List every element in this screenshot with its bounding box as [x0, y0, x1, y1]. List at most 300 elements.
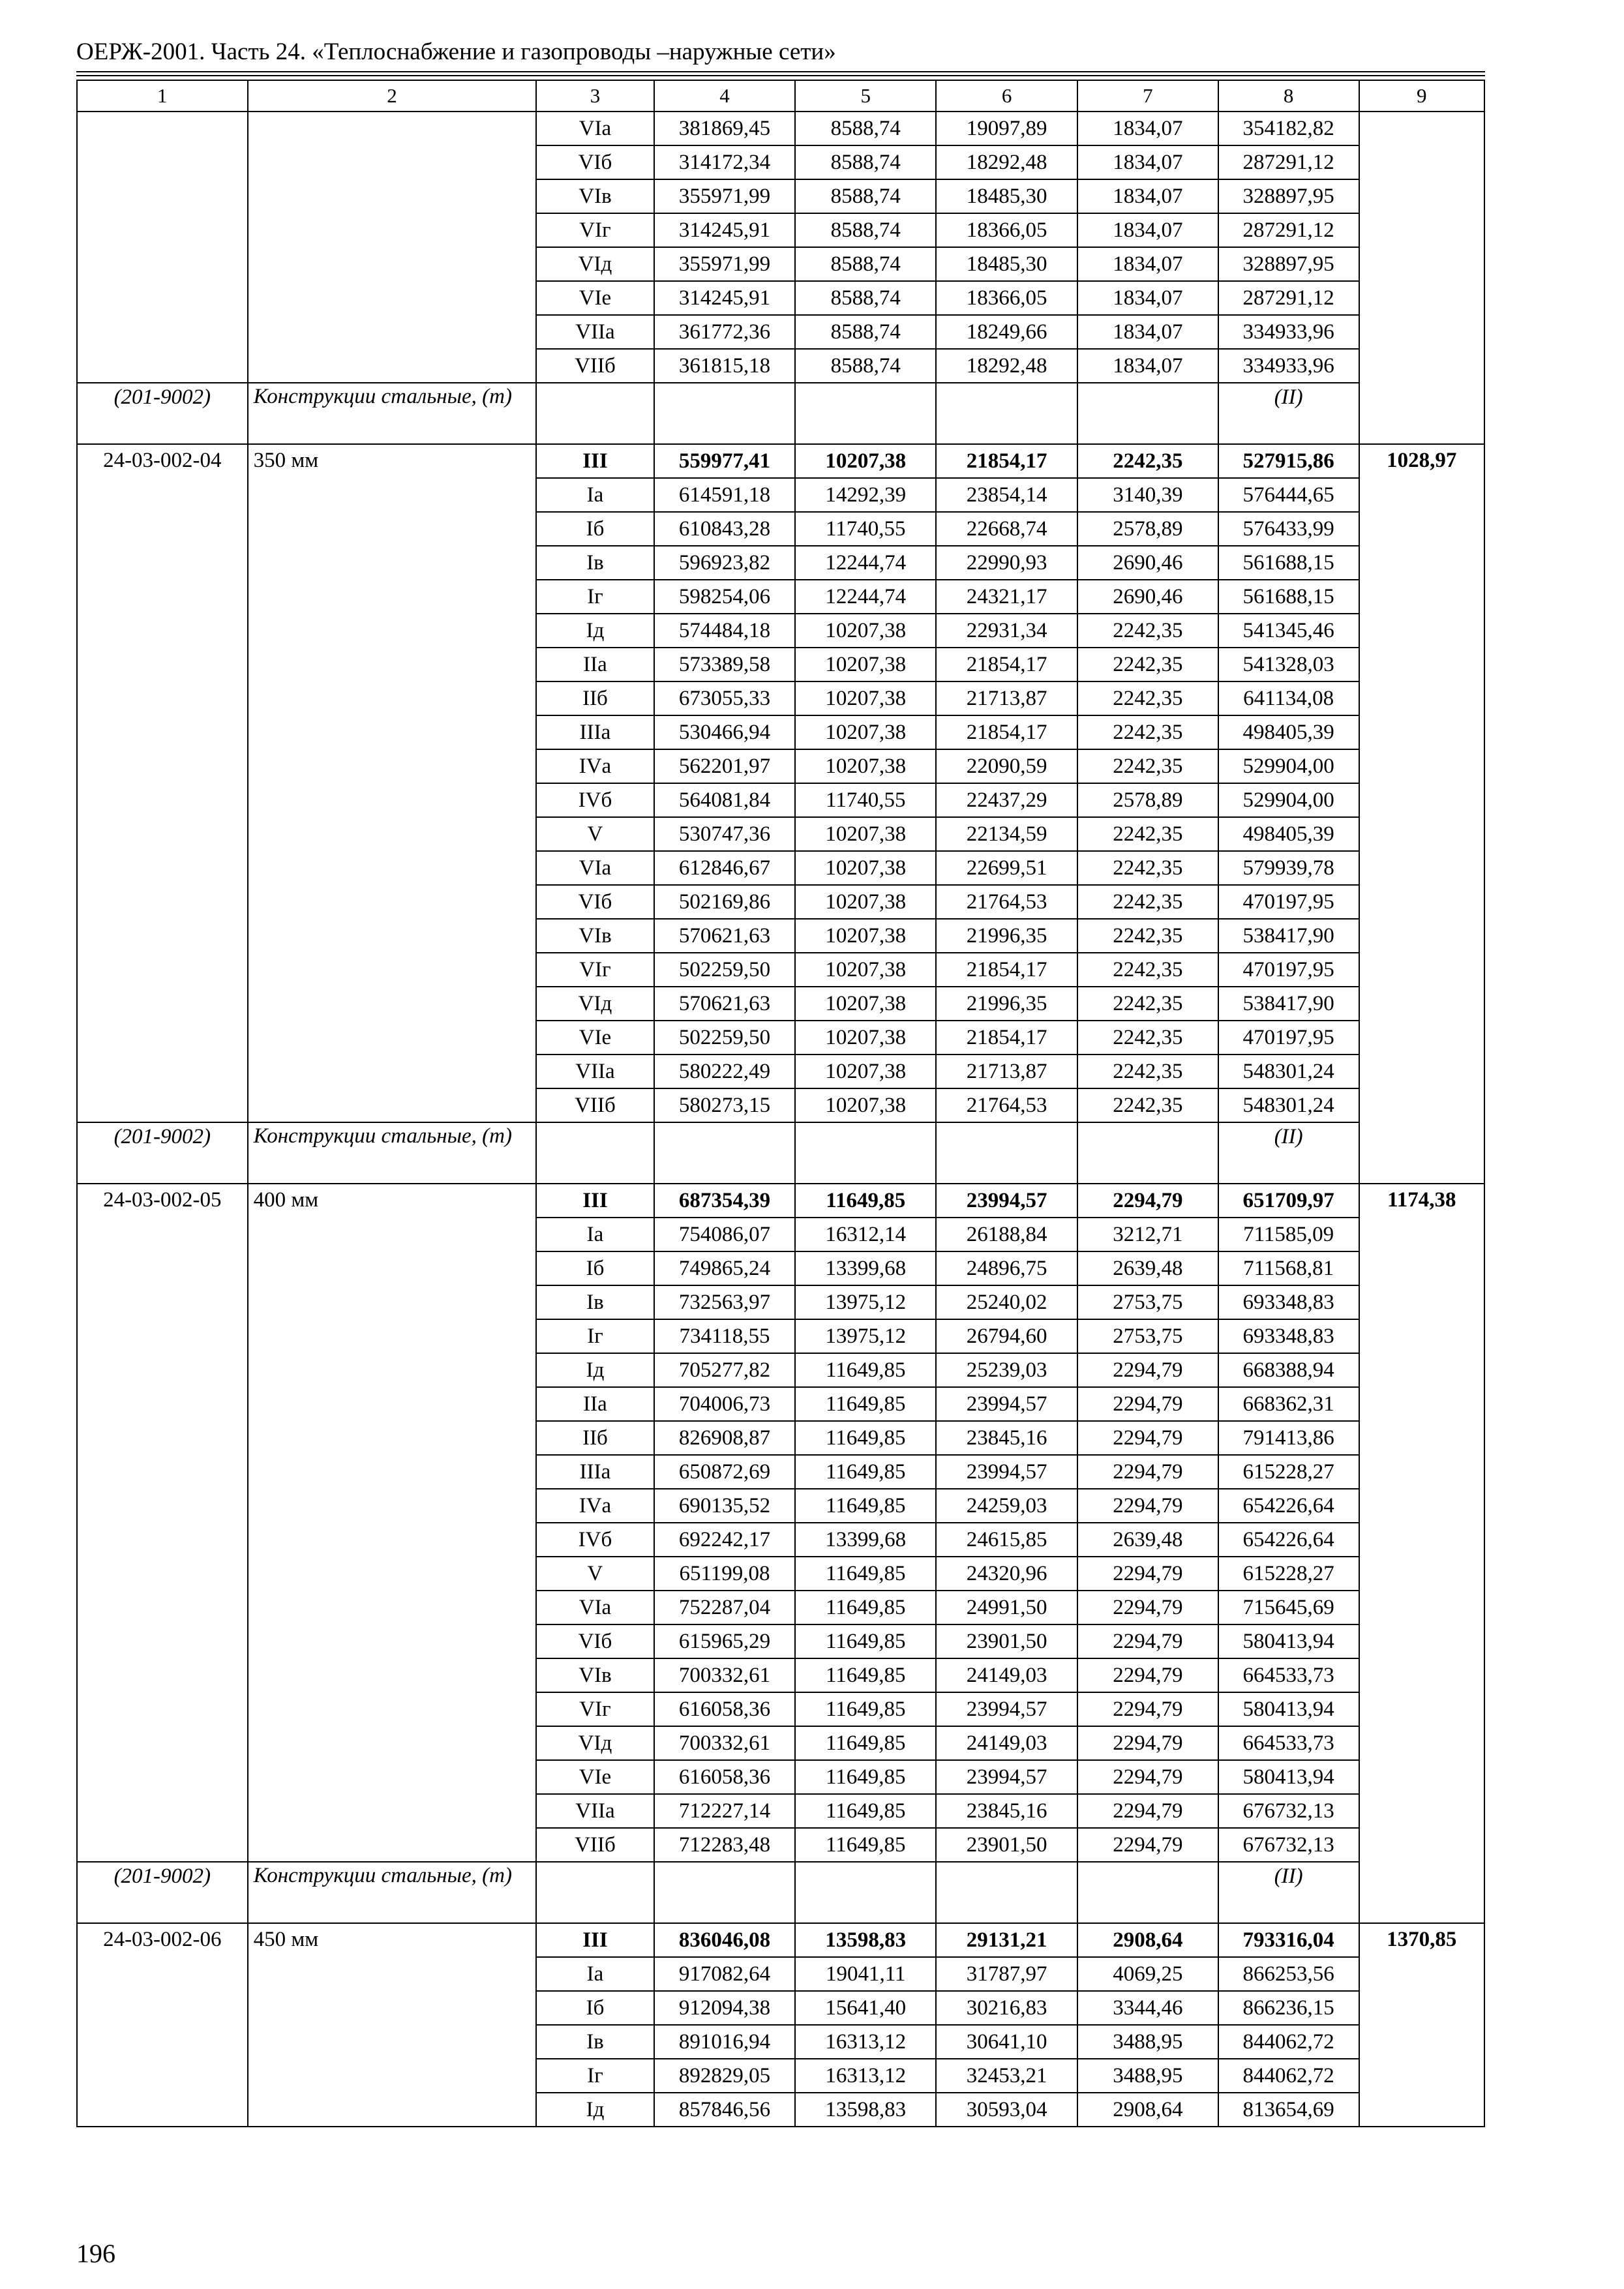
section-1-row-col4: 614591,18 [654, 478, 796, 512]
section-2-row-col5: 13975,12 [795, 1285, 936, 1319]
section-1-row-col4: 570621,63 [654, 987, 796, 1021]
section-1-note-empty-4 [654, 1122, 796, 1184]
section-2-row-col7: 2294,79 [1077, 1489, 1218, 1523]
section-2-row-col3: VIд [536, 1726, 654, 1760]
section-2-row-col3: IIб [536, 1421, 654, 1455]
section-2-note-empty-3 [536, 1862, 654, 1923]
section-2-row-col6: 25239,03 [936, 1353, 1077, 1387]
continued-row-col3: VIв [536, 179, 654, 213]
table-row [77, 444, 1484, 478]
section-2-note-empty-6 [936, 1862, 1077, 1923]
resource-note-row [77, 383, 1484, 444]
section-2-row-col3: Iг [536, 1319, 654, 1353]
section-1-row-col4: 612846,67 [654, 851, 796, 885]
section-2-row-col7: 2294,79 [1077, 1387, 1218, 1421]
section-2-row-col3: Iб [536, 1251, 654, 1285]
section-2-row-col3: VIIб [536, 1828, 654, 1862]
section-2-row-col4: 754086,07 [654, 1218, 796, 1251]
section-2-row-col7: 2294,79 [1077, 1760, 1218, 1794]
section-1-row-col8: 548301,24 [1218, 1055, 1359, 1088]
continued-note-mark: (II) [1218, 383, 1359, 444]
continued-row-col4: 355971,99 [654, 179, 796, 213]
section-2-row-col8: 693348,83 [1218, 1319, 1359, 1353]
section-3-row-col6: 30641,10 [936, 2025, 1077, 2059]
column-number-5: 5 [795, 80, 936, 112]
continued-row-col7: 1834,07 [1077, 112, 1218, 145]
section-1-col9: 1028,97 [1359, 444, 1484, 1184]
section-2-row-col5: 13399,68 [795, 1523, 936, 1557]
section-3-row-col6: 32453,21 [936, 2059, 1077, 2093]
section-1-row-col3: Iа [536, 478, 654, 512]
section-2-size-cell [248, 1184, 537, 1862]
section-2-note-code: (201-9002) [77, 1862, 248, 1923]
section-2-row-col4: 650872,69 [654, 1455, 796, 1489]
section-3-col9: 1370,85 [1359, 1923, 1484, 2127]
section-3-row-col7: 4069,25 [1077, 1957, 1218, 1991]
section-1-row-col8: 541328,03 [1218, 648, 1359, 681]
continued-row-col3: VIIб [536, 349, 654, 383]
section-2-row-col8: 664533,73 [1218, 1726, 1359, 1760]
column-number-7: 7 [1077, 80, 1218, 112]
section-2-row-col7: 2294,79 [1077, 1624, 1218, 1658]
section-1-row-col5: 14292,39 [795, 478, 936, 512]
section-1-row-col8: 576444,65 [1218, 478, 1359, 512]
continued-row-col6: 18485,30 [936, 247, 1077, 281]
section-1-row-col7: 2242,35 [1077, 953, 1218, 987]
section-1-row-col8: 470197,95 [1218, 885, 1359, 919]
continued-row-col7: 1834,07 [1077, 213, 1218, 247]
section-1-main-col3: III [536, 444, 654, 478]
continued-row-col4: 314245,91 [654, 281, 796, 315]
section-3-row-col6: 31787,97 [936, 1957, 1077, 1991]
section-2-row-col6: 23845,16 [936, 1421, 1077, 1455]
continued-size-cell [248, 112, 537, 383]
section-2-row-col8: 711585,09 [1218, 1218, 1359, 1251]
section-1-size-cell [248, 444, 537, 1122]
section-3-row-col4: 912094,38 [654, 1991, 796, 2025]
continued-col9 [1359, 112, 1484, 444]
section-2-row-col6: 26794,60 [936, 1319, 1077, 1353]
section-2-row-col3: VIв [536, 1658, 654, 1692]
section-1-row-col8: 548301,24 [1218, 1088, 1359, 1122]
section-1-row-col8: 576433,99 [1218, 512, 1359, 546]
section-1-row-col6: 21854,17 [936, 648, 1077, 681]
continued-row-col5: 8588,74 [795, 213, 936, 247]
section-2-main-col5: 11649,85 [795, 1184, 936, 1218]
section-1-code-cell [77, 444, 248, 1122]
section-2-row-col4: 692242,17 [654, 1523, 796, 1557]
continued-row-col6: 18292,48 [936, 145, 1077, 179]
section-3-row-col6: 30593,04 [936, 2093, 1077, 2127]
section-1-row-col7: 2578,89 [1077, 512, 1218, 546]
section-3-code-cell [77, 1923, 248, 2127]
section-2-note-mark: (II) [1218, 1862, 1359, 1923]
column-number-2: 2 [248, 80, 537, 112]
section-1-row-col5: 11740,55 [795, 783, 936, 817]
section-1-note-text: Конструкции стальные, (т) [248, 1122, 537, 1184]
section-1-row-col7: 2242,35 [1077, 919, 1218, 953]
section-2-row-col8: 668362,31 [1218, 1387, 1359, 1421]
section-1-row-col3: VIа [536, 851, 654, 885]
section-1-main-col4: 559977,41 [654, 444, 796, 478]
section-2-row-col3: Iв [536, 1285, 654, 1319]
column-numbers-row [77, 80, 1484, 112]
section-3-main-col8: 793316,04 [1218, 1923, 1359, 1957]
section-1-row-col5: 12244,74 [795, 580, 936, 614]
continued-note-text: Конструкции стальные, (т) [248, 383, 537, 444]
section-2-row-col7: 2294,79 [1077, 1455, 1218, 1489]
section-2-row-col4: 732563,97 [654, 1285, 796, 1319]
section-3-row-col3: Iг [536, 2059, 654, 2093]
header-rule-bottom [76, 75, 1485, 76]
section-3-row-col3: Iа [536, 1957, 654, 1991]
continued-row-col4: 381869,45 [654, 112, 796, 145]
continued-row-col4: 314245,91 [654, 213, 796, 247]
section-2-row-col8: 580413,94 [1218, 1760, 1359, 1794]
table-row [77, 1184, 1484, 1218]
section-2-note-empty-4 [654, 1862, 796, 1923]
section-1-main-col5: 10207,38 [795, 444, 936, 478]
section-3-row-col8: 866253,56 [1218, 1957, 1359, 1991]
section-1-row-col5: 10207,38 [795, 681, 936, 715]
section-1-main-col6: 21854,17 [936, 444, 1077, 478]
section-2-row-col5: 11649,85 [795, 1726, 936, 1760]
resource-note-row [77, 1862, 1484, 1923]
column-number-3: 3 [536, 80, 654, 112]
section-2-row-col6: 24259,03 [936, 1489, 1077, 1523]
section-1-row-col4: 564081,84 [654, 783, 796, 817]
section-2-row-col3: Iд [536, 1353, 654, 1387]
continued-row-col6: 18292,48 [936, 349, 1077, 383]
section-2-row-col7: 2753,75 [1077, 1285, 1218, 1319]
section-2-row-col5: 11649,85 [795, 1421, 936, 1455]
continued-row-col8: 287291,12 [1218, 281, 1359, 315]
section-1-row-col3: IVб [536, 783, 654, 817]
section-1-row-col7: 2242,35 [1077, 715, 1218, 749]
continued-row-col6: 18366,05 [936, 213, 1077, 247]
section-2-col9: 1174,38 [1359, 1184, 1484, 1923]
continued-row-col3: VIб [536, 145, 654, 179]
table-row [77, 112, 1484, 145]
continued-row-col7: 1834,07 [1077, 281, 1218, 315]
continued-row-col6: 18366,05 [936, 281, 1077, 315]
section-2-row-col5: 11649,85 [795, 1760, 936, 1794]
section-1-row-col4: 673055,33 [654, 681, 796, 715]
section-1-row-col7: 2690,46 [1077, 580, 1218, 614]
page-header-title: ОЕРЖ-2001. Часть 24. «Теплоснабжение и газопроводы –наружные сети» [76, 38, 836, 65]
section-1-row-col3: Iд [536, 614, 654, 648]
continued-row-col4: 314172,34 [654, 145, 796, 179]
section-1-row-col7: 2242,35 [1077, 1088, 1218, 1122]
section-2-row-col5: 13975,12 [795, 1319, 936, 1353]
section-1-row-col5: 10207,38 [795, 885, 936, 919]
section-3-main-col3: III [536, 1923, 654, 1957]
section-1-row-col8: 541345,46 [1218, 614, 1359, 648]
section-2-row-col5: 11649,85 [795, 1387, 936, 1421]
continued-row-col5: 8588,74 [795, 145, 936, 179]
section-2-row-col3: VIIа [536, 1794, 654, 1828]
section-2-row-col5: 11649,85 [795, 1557, 936, 1591]
section-2-row-col8: 668388,94 [1218, 1353, 1359, 1387]
section-1-note-empty-6 [936, 1122, 1077, 1184]
section-1-row-col6: 21854,17 [936, 715, 1077, 749]
section-2-note-empty-7 [1077, 1862, 1218, 1923]
section-2-row-col7: 2753,75 [1077, 1319, 1218, 1353]
section-1-row-col7: 2242,35 [1077, 851, 1218, 885]
section-1-main-col7: 2242,35 [1077, 444, 1218, 478]
section-2-row-col4: 712227,14 [654, 1794, 796, 1828]
section-2-row-col7: 2639,48 [1077, 1251, 1218, 1285]
continued-note-empty-5 [795, 383, 936, 444]
table-row [77, 1923, 1484, 1957]
section-3-row-col4: 917082,64 [654, 1957, 796, 1991]
section-1-row-col5: 10207,38 [795, 749, 936, 783]
section-3-main-col5: 13598,83 [795, 1923, 936, 1957]
section-2-row-col7: 2294,79 [1077, 1591, 1218, 1624]
continued-row-col4: 361815,18 [654, 349, 796, 383]
section-1-row-col7: 2242,35 [1077, 1021, 1218, 1055]
section-1-row-col4: 580222,49 [654, 1055, 796, 1088]
section-2-row-col8: 580413,94 [1218, 1624, 1359, 1658]
section-2-row-col5: 11649,85 [795, 1591, 936, 1624]
section-1-row-col8: 498405,39 [1218, 715, 1359, 749]
section-1-main-col8: 527915,86 [1218, 444, 1359, 478]
section-1-row-col3: Iв [536, 546, 654, 580]
section-2-row-col6: 23994,57 [936, 1692, 1077, 1726]
section-2-code-cell [77, 1184, 248, 1862]
section-2-row-col4: 700332,61 [654, 1658, 796, 1692]
section-1-row-col3: VIв [536, 919, 654, 953]
continued-row-col3: VIа [536, 112, 654, 145]
section-2-row-col3: IVа [536, 1489, 654, 1523]
section-2-row-col6: 24991,50 [936, 1591, 1077, 1624]
section-2-row-col3: IVб [536, 1523, 654, 1557]
section-2-row-col8: 654226,64 [1218, 1523, 1359, 1557]
section-1-row-col3: VIб [536, 885, 654, 919]
continued-row-col6: 19097,89 [936, 112, 1077, 145]
continued-row-col5: 8588,74 [795, 112, 936, 145]
section-2-row-col7: 3212,71 [1077, 1218, 1218, 1251]
section-1-row-col6: 21764,53 [936, 1088, 1077, 1122]
section-3-row-col8: 813654,69 [1218, 2093, 1359, 2127]
section-1-row-col7: 2578,89 [1077, 783, 1218, 817]
section-2-row-col7: 2294,79 [1077, 1726, 1218, 1760]
section-2-row-col3: V [536, 1557, 654, 1591]
section-1-row-col5: 11740,55 [795, 512, 936, 546]
section-1-row-col7: 2242,35 [1077, 885, 1218, 919]
continued-row-col7: 1834,07 [1077, 145, 1218, 179]
section-1-row-col6: 22699,51 [936, 851, 1077, 885]
section-2-row-col6: 23994,57 [936, 1455, 1077, 1489]
continued-code-cell [77, 112, 248, 383]
section-2-row-col7: 2294,79 [1077, 1794, 1218, 1828]
section-1-row-col7: 2242,35 [1077, 648, 1218, 681]
section-1-row-col5: 10207,38 [795, 648, 936, 681]
section-2-row-col4: 700332,61 [654, 1726, 796, 1760]
section-2-row-col5: 13399,68 [795, 1251, 936, 1285]
section-2-row-col6: 25240,02 [936, 1285, 1077, 1319]
section-1-row-col4: 530747,36 [654, 817, 796, 851]
section-2-row-col7: 2294,79 [1077, 1353, 1218, 1387]
continued-row-col8: 334933,96 [1218, 315, 1359, 349]
section-1-row-col6: 21996,35 [936, 919, 1077, 953]
section-2-row-col6: 24149,03 [936, 1658, 1077, 1692]
section-2-row-col8: 711568,81 [1218, 1251, 1359, 1285]
section-2-row-col7: 2294,79 [1077, 1658, 1218, 1692]
continued-note-empty-4 [654, 383, 796, 444]
section-1-row-col4: 596923,82 [654, 546, 796, 580]
section-1-row-col4: 502259,50 [654, 953, 796, 987]
section-2-row-col6: 26188,84 [936, 1218, 1077, 1251]
section-1-row-col7: 2242,35 [1077, 1055, 1218, 1088]
continued-row-col8: 287291,12 [1218, 145, 1359, 179]
section-3-row-col7: 3488,95 [1077, 2025, 1218, 2059]
section-1-row-col3: VIд [536, 987, 654, 1021]
section-2-row-col3: VIб [536, 1624, 654, 1658]
continued-row-col8: 354182,82 [1218, 112, 1359, 145]
continued-row-col7: 1834,07 [1077, 315, 1218, 349]
continued-note-empty-6 [936, 383, 1077, 444]
section-3-main-col4: 836046,08 [654, 1923, 796, 1957]
section-1-row-col4: 598254,06 [654, 580, 796, 614]
section-2-row-col7: 2294,79 [1077, 1828, 1218, 1862]
section-3-row-col3: Iб [536, 1991, 654, 2025]
section-1-row-col6: 22134,59 [936, 817, 1077, 851]
section-3-row-col4: 857846,56 [654, 2093, 796, 2127]
section-1-row-col5: 10207,38 [795, 1055, 936, 1088]
section-2-row-col4: 712283,48 [654, 1828, 796, 1862]
section-3-size-cell [248, 1923, 537, 2127]
section-1-row-col5: 10207,38 [795, 1088, 936, 1122]
section-1-row-col5: 10207,38 [795, 1021, 936, 1055]
section-2-row-col4: 704006,73 [654, 1387, 796, 1421]
continued-row-col5: 8588,74 [795, 315, 936, 349]
section-2-row-col5: 11649,85 [795, 1794, 936, 1828]
section-2-row-col6: 24615,85 [936, 1523, 1077, 1557]
continued-row-col8: 328897,95 [1218, 179, 1359, 213]
section-1-row-col3: V [536, 817, 654, 851]
section-2-main-col7: 2294,79 [1077, 1184, 1218, 1218]
continued-row-col7: 1834,07 [1077, 247, 1218, 281]
section-3-row-col5: 13598,83 [795, 2093, 936, 2127]
section-1-row-col3: VIе [536, 1021, 654, 1055]
section-3-row-col4: 892829,05 [654, 2059, 796, 2093]
section-3-row-col3: Iв [536, 2025, 654, 2059]
section-1-row-col6: 23854,14 [936, 478, 1077, 512]
continued-row-col7: 1834,07 [1077, 349, 1218, 383]
section-3-row-col8: 866236,15 [1218, 1991, 1359, 2025]
column-number-4: 4 [654, 80, 796, 112]
section-2-main-col8: 651709,97 [1218, 1184, 1359, 1218]
section-1-note-code: (201-9002) [77, 1122, 248, 1184]
section-1-row-col5: 10207,38 [795, 817, 936, 851]
section-3-row-col8: 844062,72 [1218, 2025, 1359, 2059]
section-3-row-col3: Iд [536, 2093, 654, 2127]
section-1-row-col5: 10207,38 [795, 851, 936, 885]
section-2-main-col3: III [536, 1184, 654, 1218]
section-1-row-col6: 24321,17 [936, 580, 1077, 614]
section-2-row-col4: 616058,36 [654, 1692, 796, 1726]
continued-row-col3: VIд [536, 247, 654, 281]
section-1-row-col8: 538417,90 [1218, 919, 1359, 953]
section-2-row-col8: 791413,86 [1218, 1421, 1359, 1455]
section-3-main-col6: 29131,21 [936, 1923, 1077, 1957]
section-1-row-col5: 10207,38 [795, 919, 936, 953]
section-1-row-col6: 21764,53 [936, 885, 1077, 919]
continued-row-col5: 8588,74 [795, 281, 936, 315]
section-2-row-col8: 676732,13 [1218, 1828, 1359, 1862]
section-1-row-col7: 2242,35 [1077, 817, 1218, 851]
section-1-row-col8: 529904,00 [1218, 783, 1359, 817]
section-2-row-col7: 2294,79 [1077, 1421, 1218, 1455]
section-1-row-col6: 22090,59 [936, 749, 1077, 783]
section-1-row-col6: 21713,87 [936, 1055, 1077, 1088]
section-1-row-col8: 529904,00 [1218, 749, 1359, 783]
section-2-row-col8: 676732,13 [1218, 1794, 1359, 1828]
section-1-row-col3: IIб [536, 681, 654, 715]
section-2-row-col8: 693348,83 [1218, 1285, 1359, 1319]
section-1-row-col4: 573389,58 [654, 648, 796, 681]
section-2-row-col4: 826908,87 [654, 1421, 796, 1455]
section-2-main-col4: 687354,39 [654, 1184, 796, 1218]
section-1-row-col6: 22437,29 [936, 783, 1077, 817]
section-3-row-col7: 3488,95 [1077, 2059, 1218, 2093]
section-1-row-col3: VIIа [536, 1055, 654, 1088]
section-2-row-col4: 734118,55 [654, 1319, 796, 1353]
section-1-row-col3: VIг [536, 953, 654, 987]
continued-row-col4: 361772,36 [654, 315, 796, 349]
section-2-row-col6: 23994,57 [936, 1387, 1077, 1421]
section-2-row-col5: 11649,85 [795, 1489, 936, 1523]
section-1-row-col4: 574484,18 [654, 614, 796, 648]
section-1-row-col3: IIа [536, 648, 654, 681]
section-2-row-col3: Iа [536, 1218, 654, 1251]
section-1-row-col8: 538417,90 [1218, 987, 1359, 1021]
section-3-row-col7: 2908,64 [1077, 2093, 1218, 2127]
section-1-row-col4: 570621,63 [654, 919, 796, 953]
section-2-note-empty-5 [795, 1862, 936, 1923]
section-3-row-col6: 30216,83 [936, 1991, 1077, 2025]
section-2-row-col5: 16312,14 [795, 1218, 936, 1251]
section-1-row-col7: 2242,35 [1077, 681, 1218, 715]
section-2-main-col6: 23994,57 [936, 1184, 1077, 1218]
section-2-row-col6: 24149,03 [936, 1726, 1077, 1760]
section-2-row-col7: 2294,79 [1077, 1692, 1218, 1726]
section-1-row-col3: Iб [536, 512, 654, 546]
column-number-1: 1 [77, 80, 248, 112]
section-2-row-col8: 654226,64 [1218, 1489, 1359, 1523]
column-number-8: 8 [1218, 80, 1359, 112]
section-1-note-empty-5 [795, 1122, 936, 1184]
continued-row-col8: 334933,96 [1218, 349, 1359, 383]
section-1-row-col4: 580273,15 [654, 1088, 796, 1122]
section-1-note-mark: (II) [1218, 1122, 1359, 1184]
section-1-row-col3: IIIа [536, 715, 654, 749]
section-1-note-empty-7 [1077, 1122, 1218, 1184]
section-2-code: 24-03-002-05 [103, 1188, 222, 1212]
continued-row-col5: 8588,74 [795, 349, 936, 383]
section-2-row-col8: 664533,73 [1218, 1658, 1359, 1692]
section-2-row-col3: VIг [536, 1692, 654, 1726]
section-1-row-col4: 562201,97 [654, 749, 796, 783]
section-1-row-col6: 21713,87 [936, 681, 1077, 715]
section-2-row-col5: 11649,85 [795, 1624, 936, 1658]
section-3-size: 450 мм [253, 1928, 319, 1951]
section-1-row-col7: 3140,39 [1077, 478, 1218, 512]
section-2-row-col3: IIа [536, 1387, 654, 1421]
column-number-9: 9 [1359, 80, 1484, 112]
section-2-row-col4: 651199,08 [654, 1557, 796, 1591]
